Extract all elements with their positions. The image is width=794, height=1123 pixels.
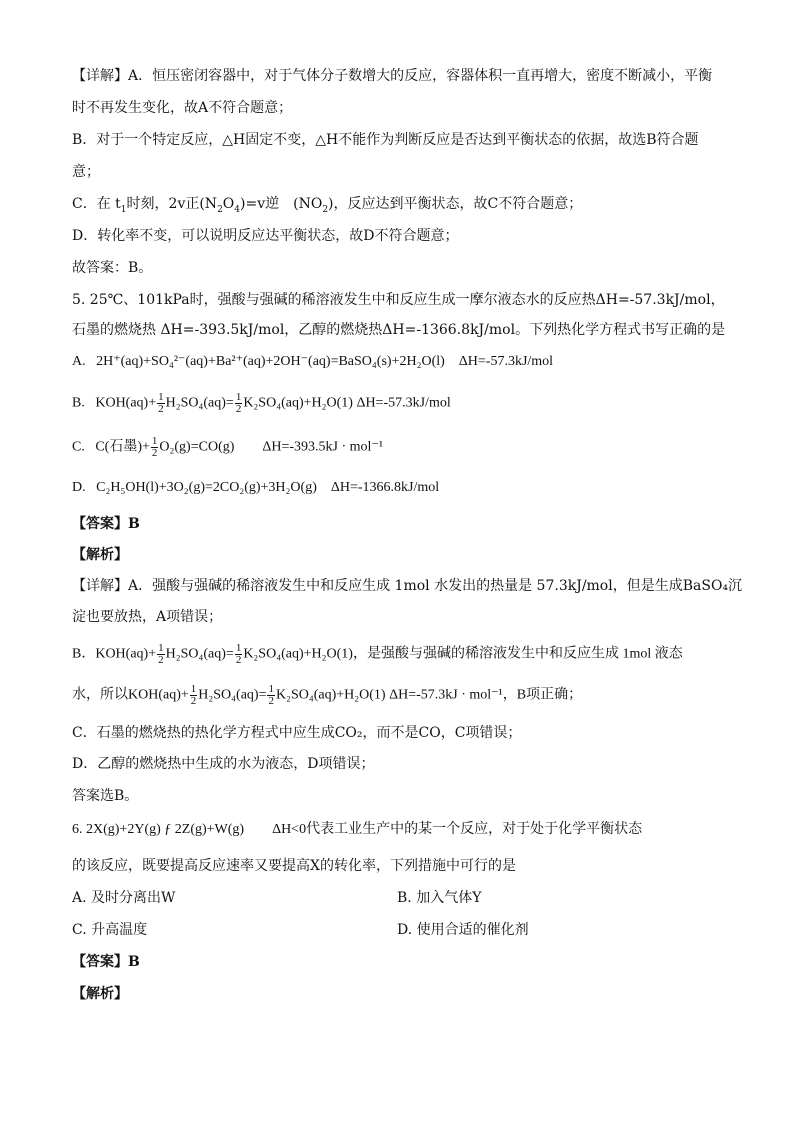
q5-detail-b2-post: K₂SO₄(aq)+H₂O(1) ΔH=-57.3kJ · mol⁻¹，B项正确； xyxy=(275,687,583,703)
q5-detail-b-pre: B．KOH(aq)+ xyxy=(72,646,157,662)
fraction-half: $\frac{1}{2}$ xyxy=(158,642,164,666)
q5-detail-b-mid: H₂SO₄(aq)= xyxy=(165,646,234,662)
q6-answer-label: 【答案】B xyxy=(72,954,140,970)
q4-option-c-line xyxy=(72,194,724,214)
q5-answer-label: 【答案】B xyxy=(72,516,140,532)
q4-c-sub-3: 4 xyxy=(234,204,241,215)
q5-detail-a-line-2: 淀也要放热，A项错误； xyxy=(72,609,223,625)
fraction-half: $\frac{1}{2}$ xyxy=(190,683,197,707)
q5-option-a-text: 2H⁺(aq)+SO₄²⁻(aq)+Ba²⁺(aq)+2OH⁻(aq)=BaSO₄(s)+2H₂O(l) ΔH=-57.3kJ/mol xyxy=(96,354,554,369)
q4-option-b-line-2: 意； xyxy=(72,164,100,180)
q5-option-b-post: K₂SO₄(aq)+H₂O(1) ΔH=-57.3kJ/mol xyxy=(243,395,451,411)
q5-option-a-label: A. xyxy=(72,354,86,369)
q5-detail-b2-mid: H₂SO₄(aq)= xyxy=(198,687,267,703)
q5-option-d xyxy=(72,478,724,498)
q4-option-d-line: D．转化率不变，可以说明反应达平衡状态，故D不符合题意； xyxy=(72,228,459,244)
q5-stem-line-1: 5. 25℃、101kPa时，强酸与强碱的稀溶液发生中和反应生成一摩尔液态水的反应热ΔH=-57.3kJ/mol， xyxy=(72,292,725,308)
q5-detail-b-line-1 xyxy=(72,643,724,666)
q5-option-c-pre: C(石墨)+ xyxy=(95,439,150,455)
q4-detail-line-1: 【详解】A．恒压密闭容器中，对于气体分子数增大的反应，容器体积一直再增大，密度不断减小，平衡 xyxy=(72,68,713,84)
fraction-half: $\frac{1}{2}$ xyxy=(158,391,164,415)
q6-analysis-label: 【解析】 xyxy=(72,986,128,1002)
q5-option-a xyxy=(72,352,724,372)
q6-option-a: A. 及时分离出W xyxy=(72,890,176,906)
q4-c-end: )，反应达到平衡状态，故C不符合题意； xyxy=(328,196,583,212)
fraction-half: $\frac{1}{2}$ xyxy=(268,683,274,707)
q5-detail-c: C．石墨的燃烧热的热化学方程式中应生成CO₂，而不是CO，C项错误； xyxy=(72,725,522,741)
q6-option-c: C. 升高温度 xyxy=(72,922,148,938)
q5-option-d-text: C₂H₅OH(l)+3O₂(g)=2CO₂(g)+3H₂O(g) ΔH=-1366.8kJ/mol xyxy=(96,480,440,495)
q4-answer: 故答案：B。 xyxy=(72,260,153,276)
q4-option-b-line-1: B．对于一个特定反应，△H固定不变，△H不能作为判断反应是否达到平衡状态的依据，故选B符合题 xyxy=(72,132,699,148)
q4-c-pre: C．在 t xyxy=(72,196,121,212)
q4-c-sub-4: 2 xyxy=(322,204,329,215)
q5-detail-b2-pre: 水，所以KOH(aq)+ xyxy=(72,687,189,703)
q4-c-post: )=v逆 (NO xyxy=(240,196,323,212)
q5-option-b-label: B. xyxy=(72,395,85,411)
q4-c-mid-2: O xyxy=(222,196,235,212)
q5-option-b-mid: H₂SO₄(aq)= xyxy=(165,395,234,411)
q5-stem-line-2: 石墨的燃烧热 ΔH=-393.5kJ/mol，乙醇的燃烧热ΔH=-1366.8kJ/mol。下列热化学方程式书写正确的是 xyxy=(72,322,726,338)
q5-detail-d: D．乙醇的燃烧热中生成的水为液态，D项错误； xyxy=(72,756,375,772)
q5-option-d-label: D. xyxy=(72,480,86,495)
q5-analysis-label: 【解析】 xyxy=(72,547,128,563)
q5-option-c-label: C. xyxy=(72,439,85,455)
q4-c-sub-2: 2 xyxy=(217,204,223,215)
fraction-half: $\frac{1}{2}$ xyxy=(235,391,242,415)
q5-detail-b-post: K₂SO₄(aq)+H₂O(1)，是强酸与强碱的稀溶液发生中和反应生成 1mol 液态 xyxy=(243,646,683,662)
q5-option-b-pre: KOH(aq)+ xyxy=(95,395,157,411)
fraction-half: $\frac{1}{2}$ xyxy=(235,642,242,666)
q5-answer: 答案选B。 xyxy=(72,788,139,804)
q4-c-sub-1: 1 xyxy=(120,204,127,215)
fraction-half: $\frac{1}{2}$ xyxy=(151,435,158,459)
q6-option-d: D. 使用合适的催化剂 xyxy=(397,922,529,938)
q6-stem-line-2: 的该反应，既要提高反应速率又要提高X的转化率，下列措施中可行的是 xyxy=(72,858,516,874)
q5-detail-b-line-2 xyxy=(72,684,724,707)
q6-stem-line-1: 6. 2X(g)+2Y(g) ƒ 2Z(g)+W(g) ΔH<0代表工业生产中的某一个反应，对于处于化学平衡状态 xyxy=(72,822,643,837)
q4-detail-line-2: 时不再发生变化，故A不符合题意； xyxy=(72,100,293,116)
q6-option-b: B. 加入气体Y xyxy=(397,890,482,906)
q5-detail-a-line-1: 【详解】A．强酸与强碱的稀溶液发生中和反应生成 1mol 水发出的热量是 57.3kJ/mol，但是生成BaSO₄沉 xyxy=(72,578,743,594)
q5-option-b xyxy=(72,392,724,415)
q5-option-c-post: O₂(g)=CO(g) ΔH=-393.5kJ · mol⁻¹ xyxy=(159,439,384,455)
q4-c-mid: 时刻，2v正(N xyxy=(126,196,218,212)
q5-option-c xyxy=(72,436,724,459)
